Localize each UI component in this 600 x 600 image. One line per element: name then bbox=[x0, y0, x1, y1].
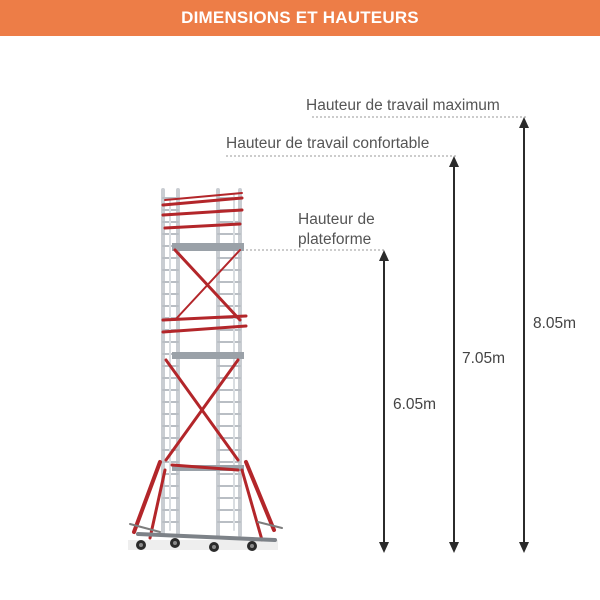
platform-height-value: 6.05m bbox=[393, 396, 437, 413]
platform-height-label-line2: plateforme bbox=[298, 231, 372, 248]
max-height-value: 8.05m bbox=[533, 315, 577, 332]
page-title: DIMENSIONS ET HAUTEURS bbox=[181, 8, 419, 27]
platform-height-label-line1: Hauteur de bbox=[298, 211, 375, 228]
comfort-height-arrow bbox=[449, 156, 459, 553]
scaffold-illustration bbox=[128, 190, 282, 552]
platform-height-arrow bbox=[379, 250, 389, 553]
comfort-work-height-label: Hauteur de travail confortable bbox=[226, 135, 430, 152]
max-height-arrow bbox=[519, 117, 529, 553]
max-work-height-label: Hauteur de travail maximum bbox=[306, 97, 500, 114]
comfort-height-value: 7.05m bbox=[462, 350, 506, 367]
